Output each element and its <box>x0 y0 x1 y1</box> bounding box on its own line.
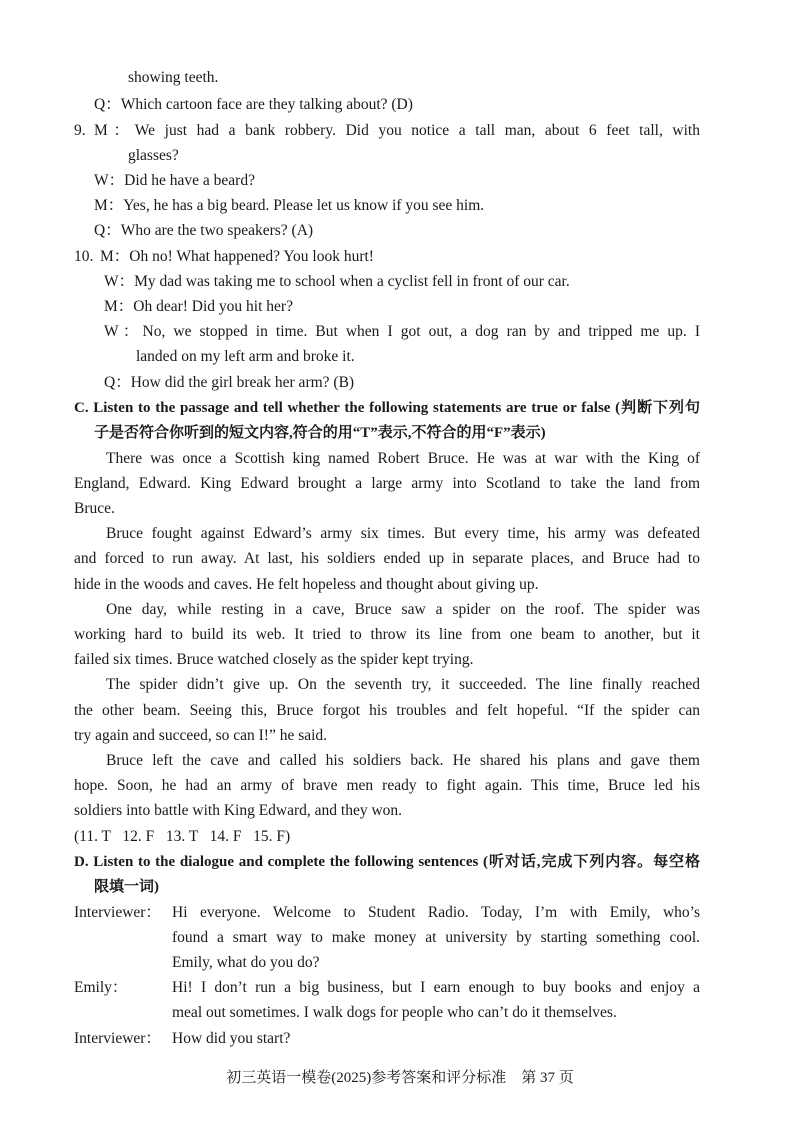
q10-line-4b: landed on my left arm and broke it. <box>136 348 355 365</box>
speaker-interviewer: Interviewer： <box>74 904 161 921</box>
passage-p1-line-3: Bruce. <box>74 500 115 517</box>
interviewer-line-3: Emily, what do you do? <box>172 954 320 971</box>
speaker-interviewer-2: Interviewer： <box>74 1030 161 1047</box>
q8-question: Q：Which cartoon face are they talking about? (D) <box>94 96 413 113</box>
passage-p4-line-1: The spider didn’t give up. On the seventh try, it succeeded. The line finally reached <box>106 676 700 693</box>
section-c-heading-line-2: 子是否符合你听到的短文内容,符合的用“T”表示,不符合的用“F”表示) <box>94 425 546 441</box>
passage-p4-line-2: the other beam. Seeing this, Bruce forgot his troubles and felt hopeful. “If the spider can <box>74 702 700 719</box>
passage-p1-line-2: England, Edward. King Edward brought a large army into Scotland to take the land from <box>74 475 700 492</box>
section-c-heading-line-1: C. Listen to the passage and tell whether the following statements are true or false (判断下列句 <box>74 400 700 416</box>
passage-p5-line-3: soldiers into battle with King Edward, and they won. <box>74 802 403 819</box>
interviewer-line-2: found a smart way to make money at university by starting something cool. <box>172 929 700 946</box>
passage-p2-line-2: and forced to run away. At last, his soldiers ended up in separate places, and Bruce had to <box>74 550 700 567</box>
speaker-emily: Emily： <box>74 979 128 996</box>
q10-line-1: M：Oh no! What happened? You look hurt! <box>100 248 374 265</box>
passage-p4-line-3: try again and succeed, so can I!” he said. <box>74 727 328 744</box>
q9-line-3: M：Yes, he has a big beard. Please let us know if you see him. <box>94 197 485 214</box>
q9-number: 9. <box>74 122 86 139</box>
emily-line-1: Hi! I don’t run a big business, but I earn enough to buy books and enjoy a <box>172 979 700 996</box>
passage-p2-line-1: Bruce fought against Edward’s army six times. But every time, his army was defeated <box>106 525 700 542</box>
passage-p1-line-1: There was once a Scottish king named Robert Bruce. He was at war with the King of <box>106 450 700 467</box>
interviewer-2-line-1: How did you start? <box>172 1030 291 1047</box>
q10-number: 10. <box>74 248 94 265</box>
q10-line-2: W：My dad was taking me to school when a cyclist fell in front of our car. <box>104 273 570 290</box>
emily-line-2: meal out sometimes. I walk dogs for people who can’t do it themselves. <box>172 1004 617 1021</box>
section-d-heading-line-1: D. Listen to the dialogue and complete the following sentences (听对话,完成下列内容。每空格 <box>74 854 700 870</box>
q10-line-4: W：No, we stopped in time. But when I got out, a dog ran by and tripped me up. I <box>104 323 700 340</box>
passage-p5-line-1: Bruce left the cave and called his soldiers back. He shared his plans and gave them <box>106 752 700 769</box>
passage-p3-line-1: One day, while resting in a cave, Bruce saw a spider on the roof. The spider was <box>106 601 700 618</box>
passage-p3-line-3: failed six times. Bruce watched closely as the spider kept trying. <box>74 651 474 668</box>
q10-line-3: M：Oh dear! Did you hit her? <box>104 298 293 315</box>
passage-p3-line-2: working hard to build its web. It tried to throw its line from one beam to another, but it <box>74 626 700 643</box>
q9-question: Q：Who are the two speakers? (A) <box>94 222 314 239</box>
q9-line-2: W：Did he have a beard? <box>94 172 255 189</box>
q9-line-1b: glasses? <box>128 147 179 164</box>
passage-p5-line-2: hope. Soon, he had an army of brave men ready to fight again. This time, Bruce led his <box>74 777 700 794</box>
q9-line-1: M：We just had a bank robbery. Did you notice a tall man, about 6 feet tall, with <box>94 122 700 139</box>
section-d-heading-line-2: 限填一词) <box>94 879 159 895</box>
q10-question: Q：How did the girl break her arm? (B) <box>104 374 355 391</box>
interviewer-line-1: Hi everyone. Welcome to Student Radio. Today, I’m with Emily, who’s <box>172 904 700 921</box>
q8-continuation: showing teeth. <box>128 69 219 86</box>
section-c-answers: (11. T 12. F 13. T 14. F 15. F) <box>74 828 291 845</box>
passage-p2-line-3: hide in the woods and caves. He felt hopeless and thought about giving up. <box>74 576 539 593</box>
page-footer: 初三英语一模卷(2025)参考答案和评分标准 第 37 页 <box>226 1070 574 1086</box>
